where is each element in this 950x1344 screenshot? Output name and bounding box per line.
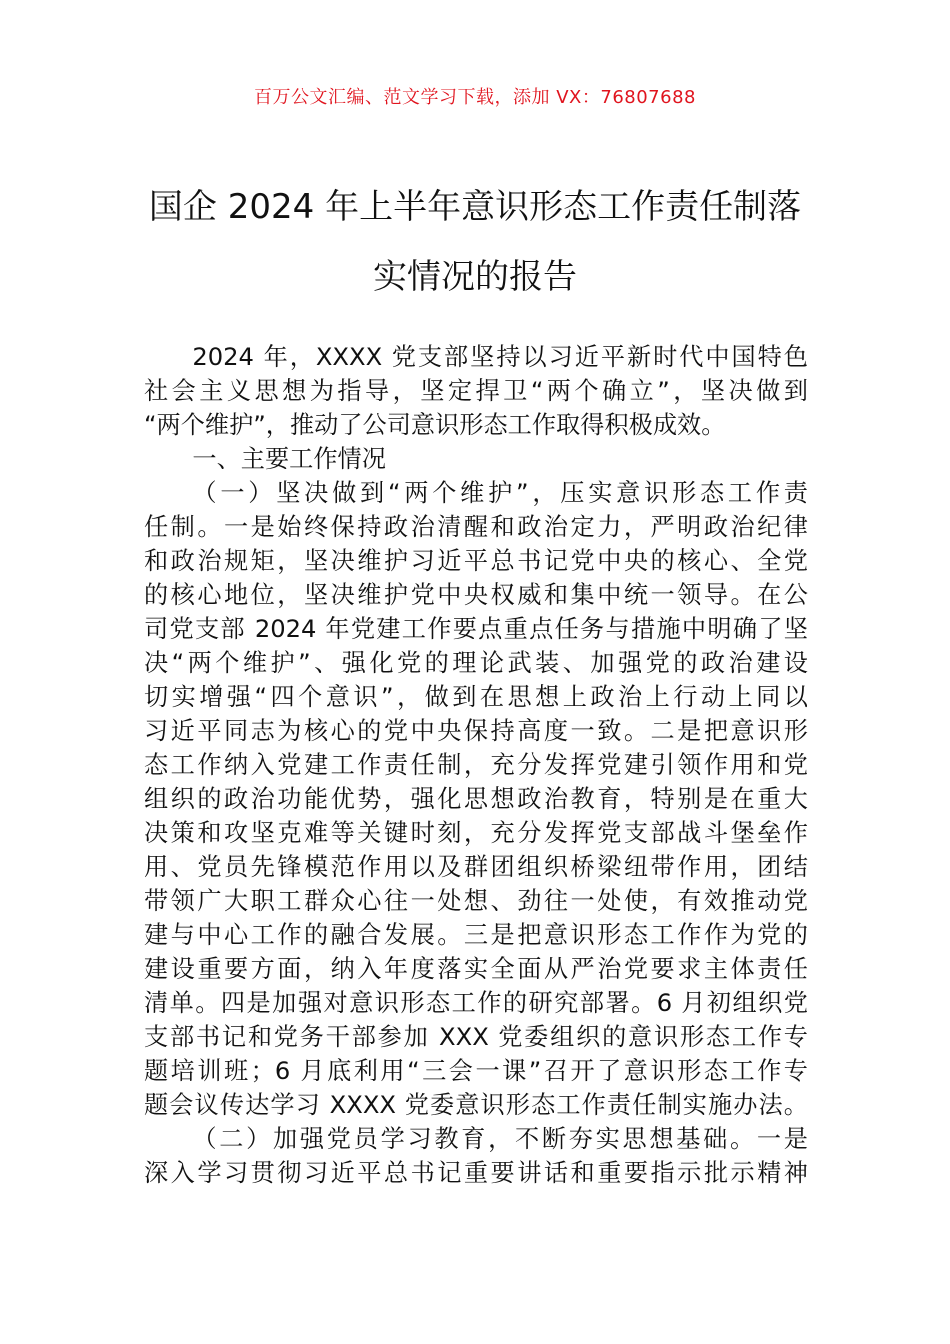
text-line: 用、党员先锋模范作用以及群团组织桥梁纽带作用，团结	[144, 853, 808, 881]
text-line: 题会议传达学习 XXXX 党委意识形态工作责任制实施办法。	[144, 1091, 808, 1119]
text-line: 切实增强“四个意识”，做到在思想上政治上行动上同以	[144, 683, 808, 711]
text-line: （一）坚决做到“两个维护”，压实意识形态工作责	[192, 479, 808, 507]
paragraph-subsection-2	[144, 1122, 808, 1190]
text-line: 2024 年，XXXX 党支部坚持以习近平新时代中国特色	[192, 343, 808, 371]
title-line-1: 国企 2024 年上半年意识形态工作责任制落	[148, 187, 802, 227]
text-line: 司党支部 2024 年党建工作要点重点任务与措施中明确了坚	[144, 615, 808, 643]
text-line: “两个维护”，推动了公司意识形态工作取得积极成效。	[144, 411, 726, 439]
text-line: （二）加强党员学习教育，不断夯实思想基础。一是	[192, 1125, 808, 1153]
text-line: 决“两个维护”、强化党的理论武装、加强党的政治建设	[144, 649, 808, 677]
section-heading	[144, 442, 808, 476]
paragraph-subsection-1	[144, 476, 808, 1122]
text-line: 题培训班；6 月底利用“三会一课”召开了意识形态工作专	[144, 1057, 808, 1085]
title-line-2: 实情况的报告	[373, 257, 577, 297]
paragraph-intro	[144, 340, 808, 442]
text-line: 决策和攻坚克难等关键时刻，充分发挥党支部战斗堡垒作	[144, 819, 808, 847]
text-line: 的核心地位，坚决维护党中央权威和集中统一领导。在公	[144, 581, 808, 609]
heading-text: 一、主要工作情况	[192, 445, 386, 473]
text-line: 习近平同志为核心的党中央保持高度一致。二是把意识形	[144, 717, 808, 745]
text-line: 建设重要方面，纳入年度落实全面从严治党要求主体责任	[144, 955, 808, 983]
text-line: 带领广大职工群众心往一处想、劲往一处使，有效推动党	[144, 887, 808, 915]
text-line: 任制。一是始终保持政治清醒和政治定力，严明政治纪律	[144, 513, 808, 541]
watermark-header: 百万公文汇编、范文学习下载，添加 VX：76807688	[254, 87, 696, 108]
text-line: 建与中心工作的融合发展。三是把意识形态工作作为党的	[144, 921, 808, 949]
text-line: 社会主义思想为指导，坚定捍卫“两个确立”，坚决做到	[144, 377, 808, 405]
text-line: 深入学习贯彻习近平总书记重要讲话和重要指示批示精神	[144, 1159, 808, 1187]
document-title	[120, 172, 830, 312]
text-line: 清单。四是加强对意识形态工作的研究部署。6 月初组织党	[144, 989, 808, 1017]
text-line: 支部书记和党务干部参加 XXX 党委组织的意识形态工作专	[144, 1023, 808, 1051]
text-line: 组织的政治功能优势，强化思想政治教育，特别是在重大	[144, 785, 808, 813]
document-body	[144, 340, 808, 1190]
text-line: 和政治规矩，坚决维护习近平总书记党中央的核心、全党	[144, 547, 808, 575]
text-line: 态工作纳入党建工作责任制，充分发挥党建引领作用和党	[144, 751, 808, 779]
